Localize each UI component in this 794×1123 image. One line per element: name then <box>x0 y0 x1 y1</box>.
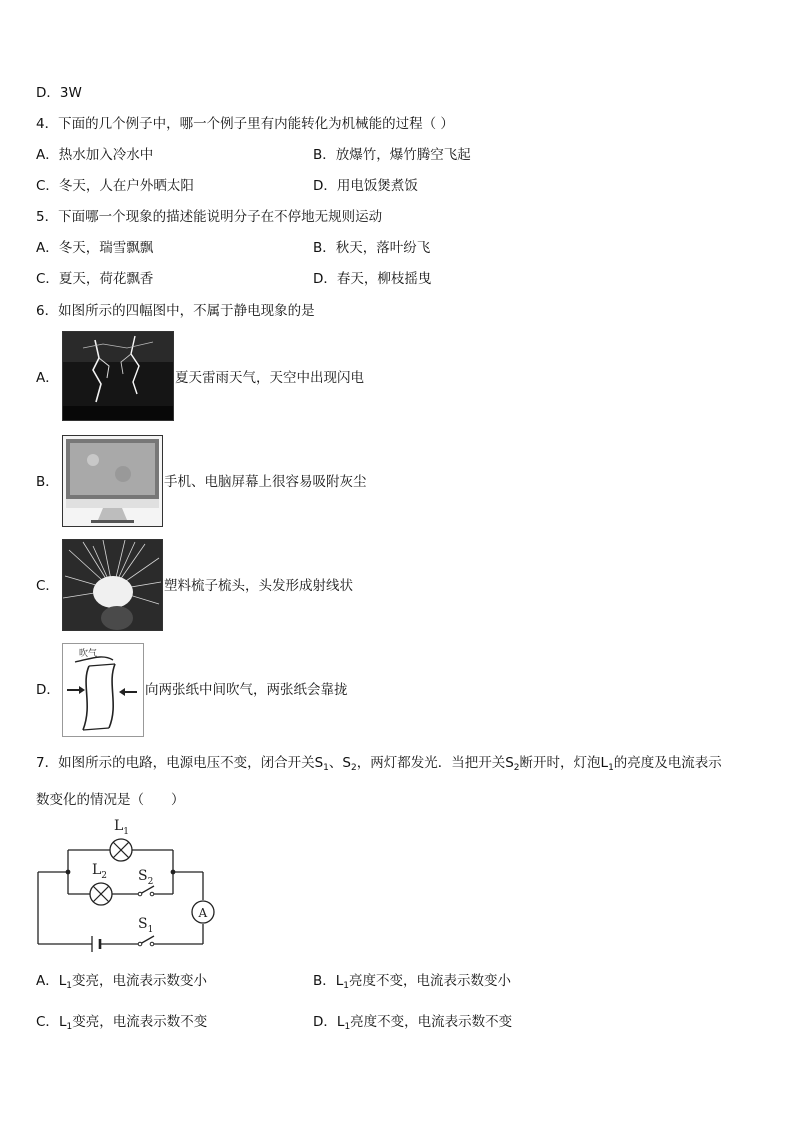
circuit-diagram <box>30 812 220 952</box>
q5-option-d: D．春天，柳枝摇曳 <box>313 271 432 287</box>
q6-stem: 6．如图所示的四幅图中，不属于静电现象的是 <box>36 303 315 319</box>
q6-option-d-letter: D． <box>36 682 60 698</box>
q7-option-a: A．$L_1$变亮，电流表示数变小 <box>36 973 208 991</box>
blow-air-label: 吹气 <box>79 649 98 659</box>
lamp-l2-icon <box>90 883 112 905</box>
q4-option-b: B．放爆竹，爆竹腾空飞起 <box>313 147 471 163</box>
q6-option-c-letter: C． <box>36 578 59 594</box>
q5-stem: 5．下面哪一个现象的描述能说明分子在不停地无规则运动 <box>36 209 383 225</box>
label-s2: $S_2$ <box>138 868 154 887</box>
q4-stem: 4．下面的几个例子中，哪一个例子里有内能转化为机械能的过程（ ） <box>36 116 454 132</box>
q7-stem-line1: 7．如图所示的电路，电源电压不变，闭合开关$S_1$、$S_2$，两灯都发光．当把开关$S_2$断开时，灯泡$L_1$的亮度及电流表示 <box>36 755 722 773</box>
q5-option-b: B．秋天，落叶纷飞 <box>313 240 431 256</box>
q6-option-c-text: 塑料梳子梳头，头发形成射线状 <box>164 578 353 594</box>
lamp-l1-icon <box>110 839 132 861</box>
label-s1: $S_1$ <box>138 916 154 935</box>
q7-option-c: C．$L_1$变亮，电流表示数不变 <box>36 1014 208 1032</box>
svg-text:A: A <box>198 906 208 920</box>
q5-option-a: A．冬天，瑞雪飘飘 <box>36 240 154 256</box>
q7-option-b: B．$L_1$亮度不变，电流表示数变小 <box>313 973 512 991</box>
q6-option-b-letter: B． <box>36 474 59 490</box>
q7-option-d: D．$L_1$亮度不变，电流表示数不变 <box>313 1014 513 1032</box>
q5-option-c: C．夏天，荷花飘香 <box>36 271 154 287</box>
q3-option-d: D．3W <box>36 85 82 101</box>
q6-option-b-text: 手机、电脑屏幕上很容易吸附灰尘 <box>164 474 367 490</box>
battery-icon <box>92 936 100 952</box>
q6-option-a-text: 夏天雷雨天气，天空中出现闪电 <box>175 370 364 386</box>
label-l1: $L_1$ <box>114 818 130 837</box>
computer-monitor-photo <box>62 435 163 527</box>
q7-stem-line2: 数变化的情况是（ ） <box>36 792 185 808</box>
hair-static-photo <box>62 539 163 631</box>
q4-option-a: A．热水加入冷水中 <box>36 147 154 163</box>
q4-option-d: D．用电饭煲煮饭 <box>313 178 418 194</box>
blowing-paper-sketch <box>62 643 144 737</box>
ammeter-icon <box>192 901 214 923</box>
lightning-photo <box>62 331 174 421</box>
label-l2: $L_2$ <box>92 862 108 881</box>
q6-option-d-text: 向两张纸中间吹气，两张纸会靠拢 <box>145 682 348 698</box>
q6-option-a-letter: A． <box>36 370 59 386</box>
q4-option-c: C．冬天，人在户外晒太阳 <box>36 178 194 194</box>
